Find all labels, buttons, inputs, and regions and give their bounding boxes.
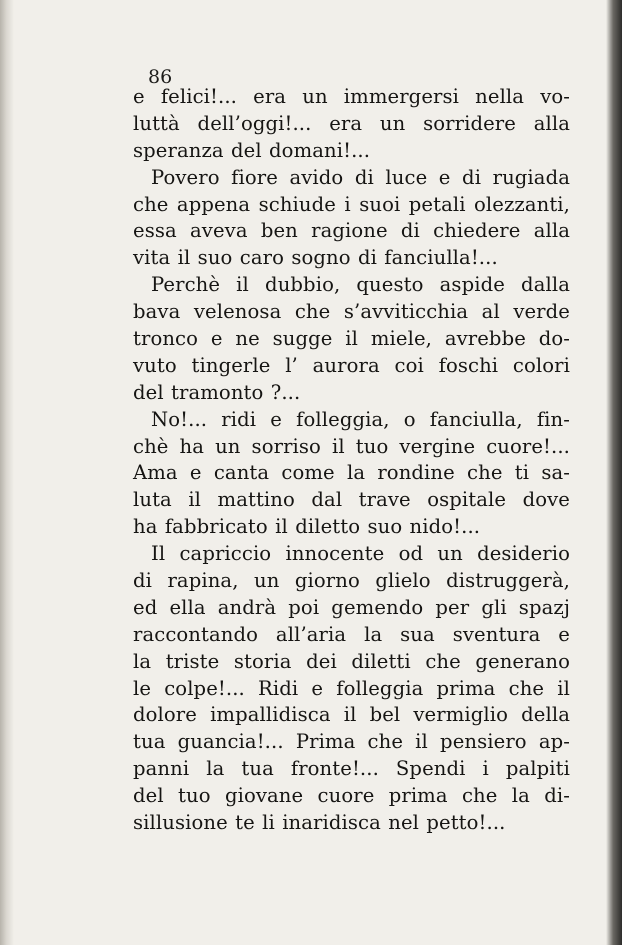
text-line: bava velenosa che s’avviticchia al verde	[133, 300, 570, 324]
text-line: speranza del domani!...	[133, 138, 371, 162]
text-line: luta il mattino dal trave ospitale dove	[133, 488, 570, 512]
text-line: tua guancia!... Prima che il pensiero ap-	[133, 730, 570, 754]
text-line: che appena schiude i suoi petali olezzanti,	[133, 192, 570, 216]
body-text	[133, 84, 570, 837]
text-line: tronco e ne sugge il miele, avrebbe do-	[133, 327, 570, 351]
text-line: vita il suo caro sogno di fanciulla!...	[133, 246, 498, 270]
text-line: le colpe!... Ridi e folleggia prima che il	[133, 676, 570, 700]
text-line: la triste storia dei diletti che generano	[133, 649, 570, 673]
page-number: 86	[148, 66, 173, 88]
text-line: Il capriccio innocente od un desiderio	[151, 542, 570, 566]
text-line: Povero fiore avido di luce e di rugiada	[151, 165, 570, 189]
text-line: del tramonto ?...	[133, 380, 301, 404]
text-line: chè ha un sorriso il tuo vergine cuore!...	[133, 434, 570, 458]
text-line: No!... ridi e folleggia, o fanciulla, fin-	[151, 407, 570, 431]
text-line: sillusione te li inaridisca nel petto!...	[133, 811, 506, 835]
text-line: dolore impallidisca il bel vermiglio della	[133, 703, 570, 727]
text-line: Perchè il dubbio, questo aspide dalla	[151, 273, 570, 297]
text-line: ed ella andrà poi gemendo per gli spazj	[133, 595, 570, 619]
text-line: panni la tua fronte!... Spendi i palpiti	[133, 757, 570, 781]
text-line: luttà dell’oggi!... era un sorridere alla	[133, 111, 570, 135]
text-line: raccontando all’aria la sua sventura e	[133, 622, 570, 646]
text-line: e felici!... era un immergersi nella vo-	[133, 85, 570, 108]
page-right-edge	[606, 0, 622, 945]
text-line: Ama e canta come la rondine che ti sa-	[133, 461, 570, 485]
text-line: essa aveva ben ragione di chiedere alla	[133, 219, 570, 243]
text-line: del tuo giovane cuore prima che la di-	[133, 784, 570, 808]
text-line: ha fabbricato il diletto suo nido!...	[133, 515, 481, 539]
text-line: di rapina, un giorno glielo distruggerà,	[133, 569, 570, 593]
text-line: vuto tingerle l’ aurora coi foschi colori	[133, 353, 570, 377]
page-left-edge	[0, 0, 14, 945]
